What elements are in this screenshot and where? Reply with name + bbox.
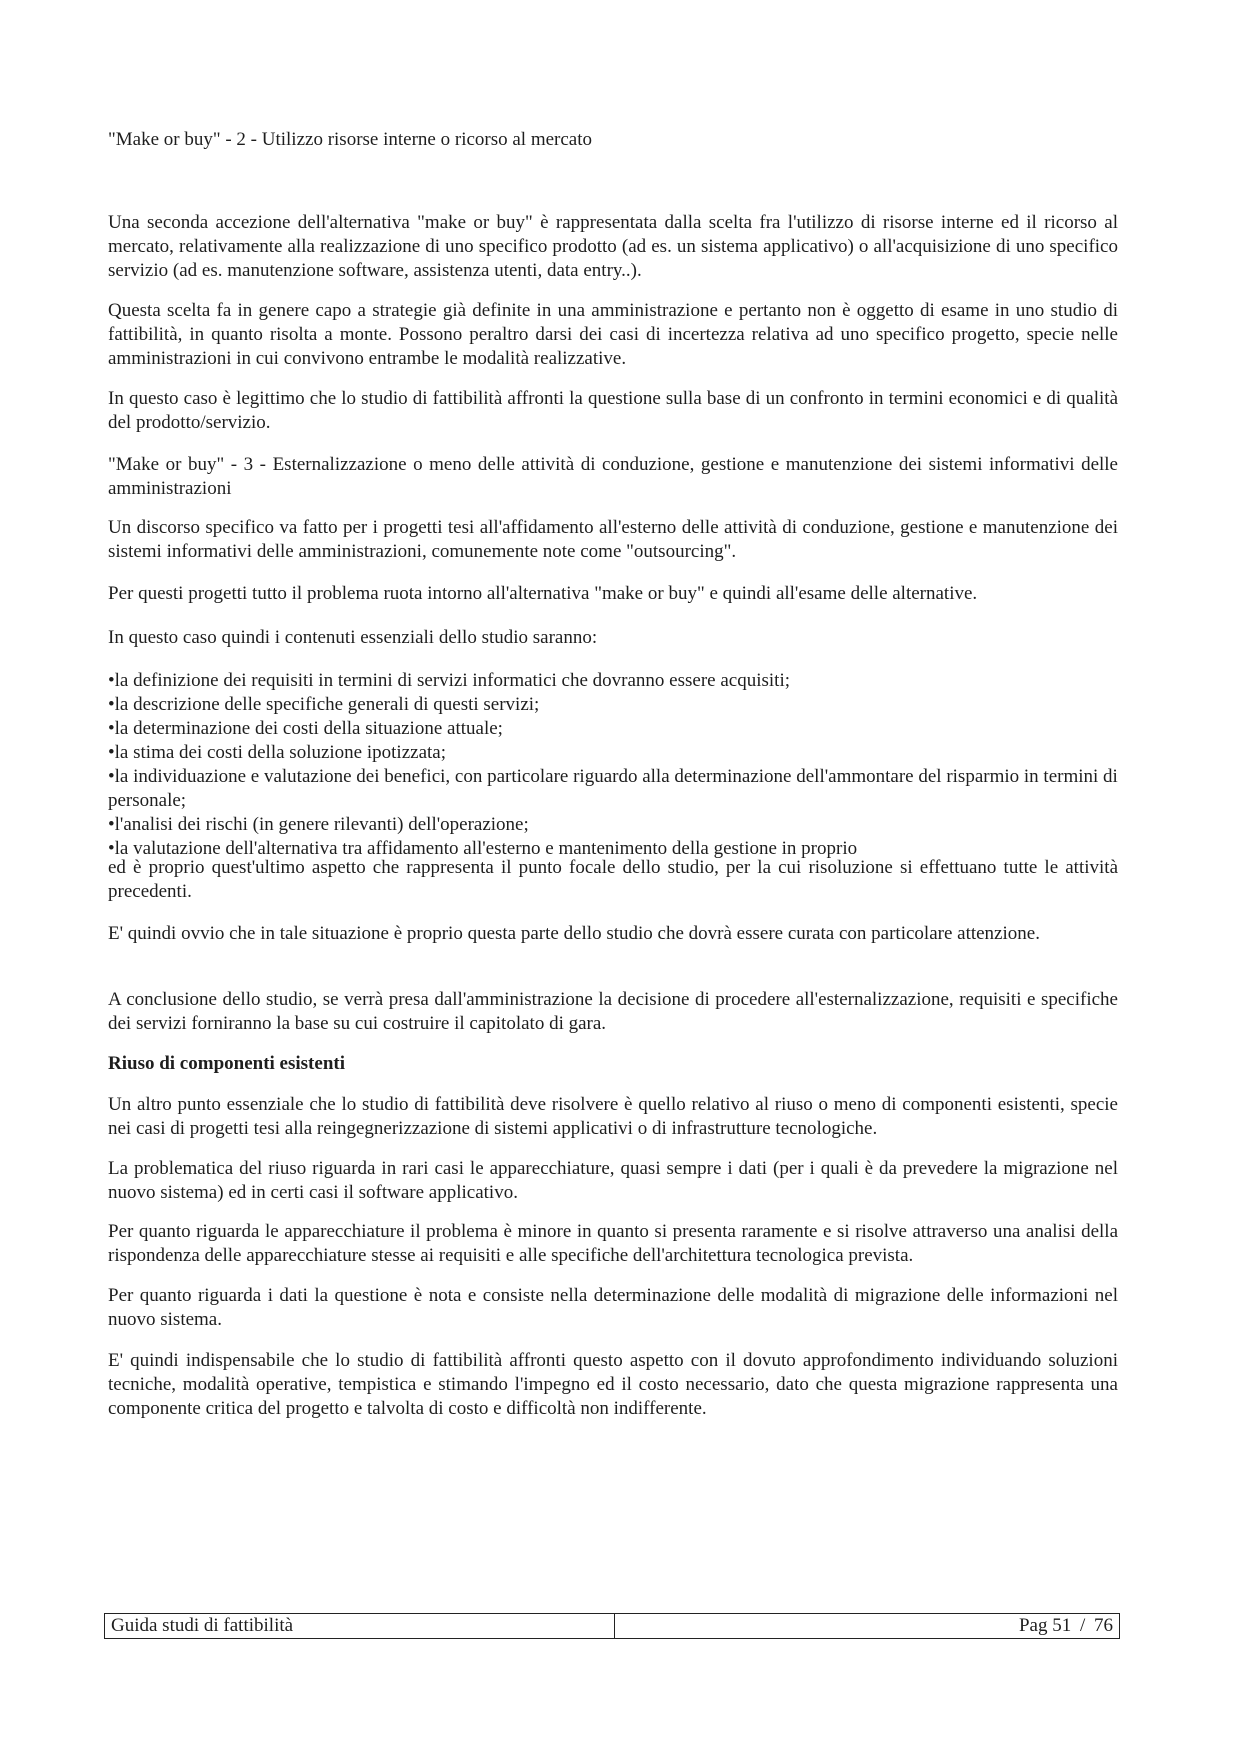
list-item: •l'analisi dei rischi (in genere rilevanti) dell'operazione;: [108, 814, 529, 835]
page-label: Pag: [1018, 1615, 1048, 1636]
paragraph-8: E' quindi ovvio che in tale situazione è proprio questa parte dello studio che dovrà essere curata con particolare attenzione.: [108, 923, 1040, 944]
section-title-riuso: Riuso di componenti esistenti: [108, 1053, 345, 1074]
paragraph-7: ed è proprio quest'ultimo aspetto che rappresenta il punto focale dello studio, per la cui risoluzione si effettuano tutte le attività precedenti.: [108, 857, 1118, 902]
requirements-list: [108, 669, 1118, 861]
list-item: •la individuazione e valutazione dei benefici, con particolare riguardo alla determinazione dell'ammontare del risparmio in termini di personale;: [108, 766, 1118, 811]
paragraph-9: A conclusione dello studio, se verrà presa dall'amministrazione la decisione di procedere all'esternalizzazione, requisiti e specifiche dei servizi forniranno la base su cui costruire il capitolato di gara.: [108, 989, 1118, 1034]
page-current: 51: [1052, 1615, 1072, 1636]
paragraph-2: Questa scelta fa in genere capo a strategie già definite in una amministrazione e pertanto non è oggetto di esame in uno studio di fattibilità, in quanto risolta a monte. Possono peraltro darsi dei casi di incertezza relativa ad uno specifico progetto, specie nelle amministrazioni in cui convivono entrambe le modalità realizzative.: [108, 300, 1118, 369]
footer-page-number: [615, 1614, 1119, 1638]
paragraph-5: Per questi progetti tutto il problema ruota intorno all'alternativa "make or buy" e quindi all'esame delle alternative.: [108, 583, 978, 604]
list-item: •la descrizione delle specifiche generali di questi servizi;: [108, 694, 540, 715]
page-total: 76: [1094, 1615, 1113, 1636]
paragraph-11: La problematica del riuso riguarda in rari casi le apparecchiature, quasi sempre i dati (per i quali è da prevedere la migrazione nel nuovo sistema) ed in certi casi il software applicativo.: [108, 1158, 1118, 1203]
section-title-make-or-buy-2: "Make or buy" - 2 - Utilizzo risorse interne o ricorso al mercato: [108, 129, 593, 150]
paragraph-14: E' quindi indispensabile che lo studio di fattibilità affronti questo aspetto con il dovuto approfondimento individuando soluzioni tecniche, modalità operative, tempistica e stimando l'impegno ed il costo necessario, dato che questa migrazione rappresenta una componente critica del progetto e talvolta di costo e difficoltà non indifferente.: [108, 1350, 1118, 1419]
paragraph-13: Per quanto riguarda i dati la questione è nota e consiste nella determinazione delle modalità di migrazione delle informazioni nel nuovo sistema.: [108, 1285, 1118, 1330]
paragraph-3: In questo caso è legittimo che lo studio di fattibilità affronti la questione sulla base di un confronto in termini economici e di qualità del prodotto/servizio.: [108, 388, 1118, 433]
paragraph-4: Un discorso specifico va fatto per i progetti tesi all'affidamento all'esterno delle attività di conduzione, gestione e manutenzione dei sistemi informativi delle amministrazioni, comunemente note come "outsourcing".: [108, 517, 1118, 562]
page-footer: [104, 1613, 1120, 1639]
paragraph-1: Una seconda accezione dell'alternativa "make or buy" è rappresentata dalla scelta fra l'utilizzo di risorse interne ed il ricorso al mercato, relativamente alla realizzazione di uno specifico prodotto (ad es. un sistema applicativo) o all'acquisizione di uno specifico servizio (ad es. manutenzione software, assistenza utenti, data entry..).: [108, 212, 1118, 281]
list-item: •la definizione dei requisiti in termini di servizi informatici che dovranno essere acquisiti;: [108, 670, 790, 691]
list-item: •la valutazione dell'alternativa tra affidamento all'esterno e mantenimento della gestione in proprio: [108, 838, 858, 859]
paragraph-6: In questo caso quindi i contenuti essenziali dello studio saranno:: [108, 627, 598, 648]
paragraph-12: Per quanto riguarda le apparecchiature il problema è minore in quanto si presenta raramente e si risolve attraverso una analisi della rispondenza delle apparecchiature stesse ai requisiti e alle specifiche dell'architettura tecnologica prevista.: [108, 1221, 1118, 1266]
paragraph-10: Un altro punto essenziale che lo studio di fattibilità deve risolvere è quello relativo al riuso o meno di componenti esistenti, specie nei casi di progetti tesi alla reingegnerizzazione di sistemi applicativi o di infrastrutture tecnologiche.: [108, 1094, 1118, 1139]
list-item: •la determinazione dei costi della situazione attuale;: [108, 718, 503, 739]
section-title-make-or-buy-3: "Make or buy" - 3 - Esternalizzazione o meno delle attività di conduzione, gestione e manutenzione dei sistemi informativi delle amministrazioni: [108, 454, 1118, 499]
page-separator: /: [1079, 1615, 1086, 1636]
footer-doc-title: Guida studi di fattibilità: [105, 1614, 615, 1638]
list-item: •la stima dei costi della soluzione ipotizzata;: [108, 742, 446, 763]
